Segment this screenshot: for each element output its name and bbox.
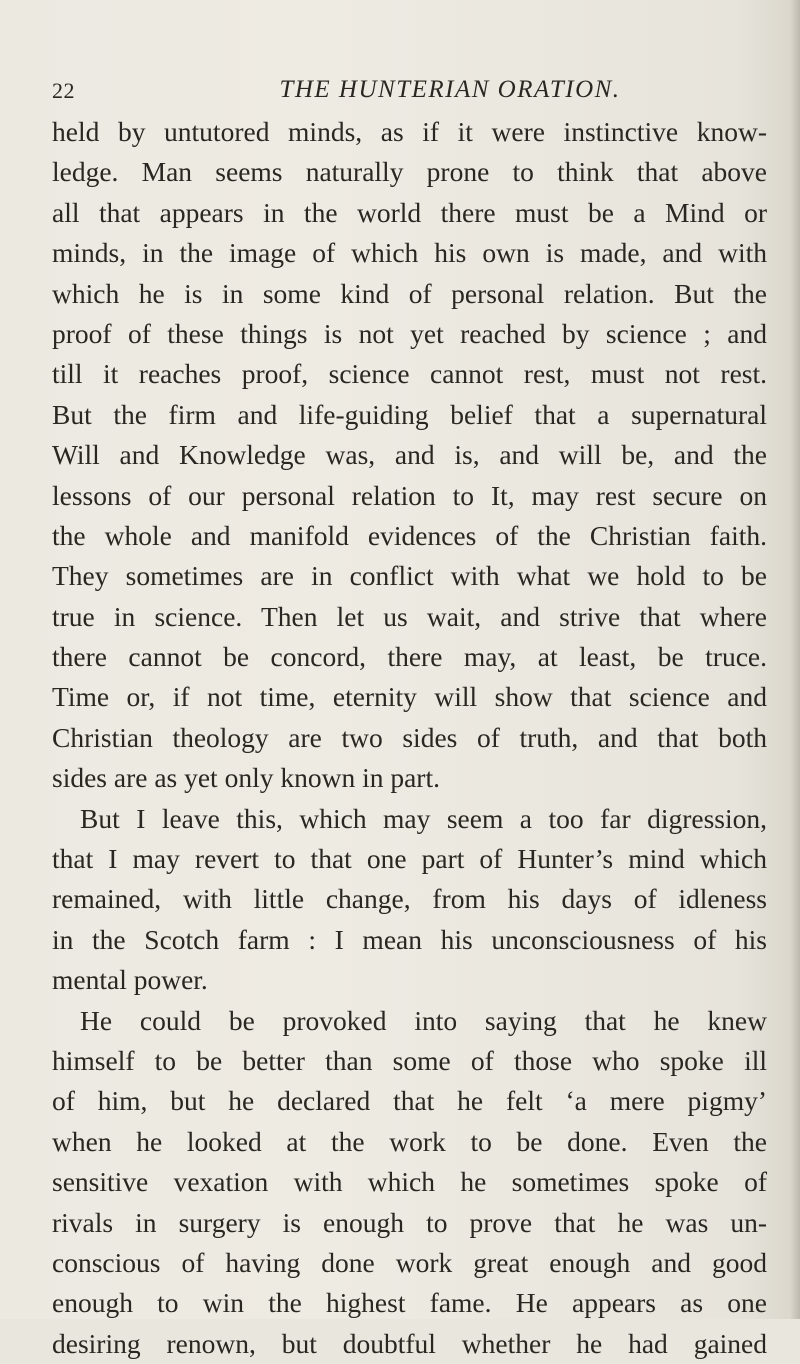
- text-line: conscious of having done work great enough and good: [52, 1246, 767, 1278]
- text-line: of him, but he declared that he felt ‘a mere pigmy’: [52, 1085, 767, 1117]
- text-line: They sometimes are in conflict with what we hold to be: [52, 560, 767, 592]
- text-line: there cannot be concord, there may, at least, be truce.: [52, 641, 767, 673]
- page-number: 22: [52, 78, 75, 103]
- text-line: enough to win the highest fame. He appears as one: [52, 1287, 767, 1319]
- text-line: lessons of our personal relation to It, may rest secure on: [52, 479, 767, 511]
- text-line: that I may revert to that one part of Hunter’s mind which: [52, 843, 767, 875]
- text-line: when he looked at the work to be done. Even the: [52, 1125, 767, 1157]
- text-line: held by untutored minds, as if it were instinctive know-: [52, 116, 767, 147]
- text-line: in the Scotch farm : I mean his unconsciousness of his: [52, 923, 767, 955]
- text-line: But the firm and life-guiding belief that a supernatural: [52, 398, 767, 430]
- body-text: [52, 112, 767, 1364]
- text-line: the whole and manifold evidences of the Christian faith.: [52, 519, 767, 551]
- text-line: remained, with little change, from his days of idleness: [52, 883, 767, 915]
- text-line: Christian theology are two sides of truth, and that both: [52, 721, 767, 753]
- text-line: minds, in the image of which his own is made, and with: [52, 237, 767, 269]
- text-line: himself to be better than some of those who spoke ill: [52, 1044, 767, 1076]
- paragraph-start-line: But I leave this, which may seem a too far digression,: [80, 802, 767, 834]
- paragraph-end-line: mental power.: [52, 964, 208, 996]
- text-line: Will and Knowledge was, and is, and will be, and the: [52, 439, 767, 471]
- paragraph-start-line: He could be provoked into saying that he knew: [80, 1004, 767, 1036]
- text-line: which he is in some kind of personal relation. But the: [52, 277, 767, 309]
- text-line: rivals in surgery is enough to prove that he was un-: [52, 1206, 767, 1238]
- text-line: proof of these things is not yet reached by science ; and: [52, 317, 767, 349]
- text-line: till it reaches proof, science cannot rest, must not rest.: [52, 358, 767, 390]
- text-line: sensitive vexation with which he sometimes spoke of: [52, 1166, 767, 1198]
- text-line: ledge. Man seems naturally prone to think that above: [52, 156, 767, 188]
- text-line: Time or, if not time, eternity will show that science and: [52, 681, 767, 713]
- running-head: THE HUNTERIAN ORATION.: [279, 76, 621, 103]
- paragraph-end-line: sides are as yet only known in part.: [52, 762, 440, 794]
- text-line: desiring renown, but doubtful whether he had gained: [52, 1327, 767, 1359]
- text-line: all that appears in the world there must be a Mind or: [52, 196, 767, 228]
- page-edge-shadow: [790, 0, 800, 1319]
- text-line: true in science. Then let us wait, and strive that where: [52, 600, 767, 632]
